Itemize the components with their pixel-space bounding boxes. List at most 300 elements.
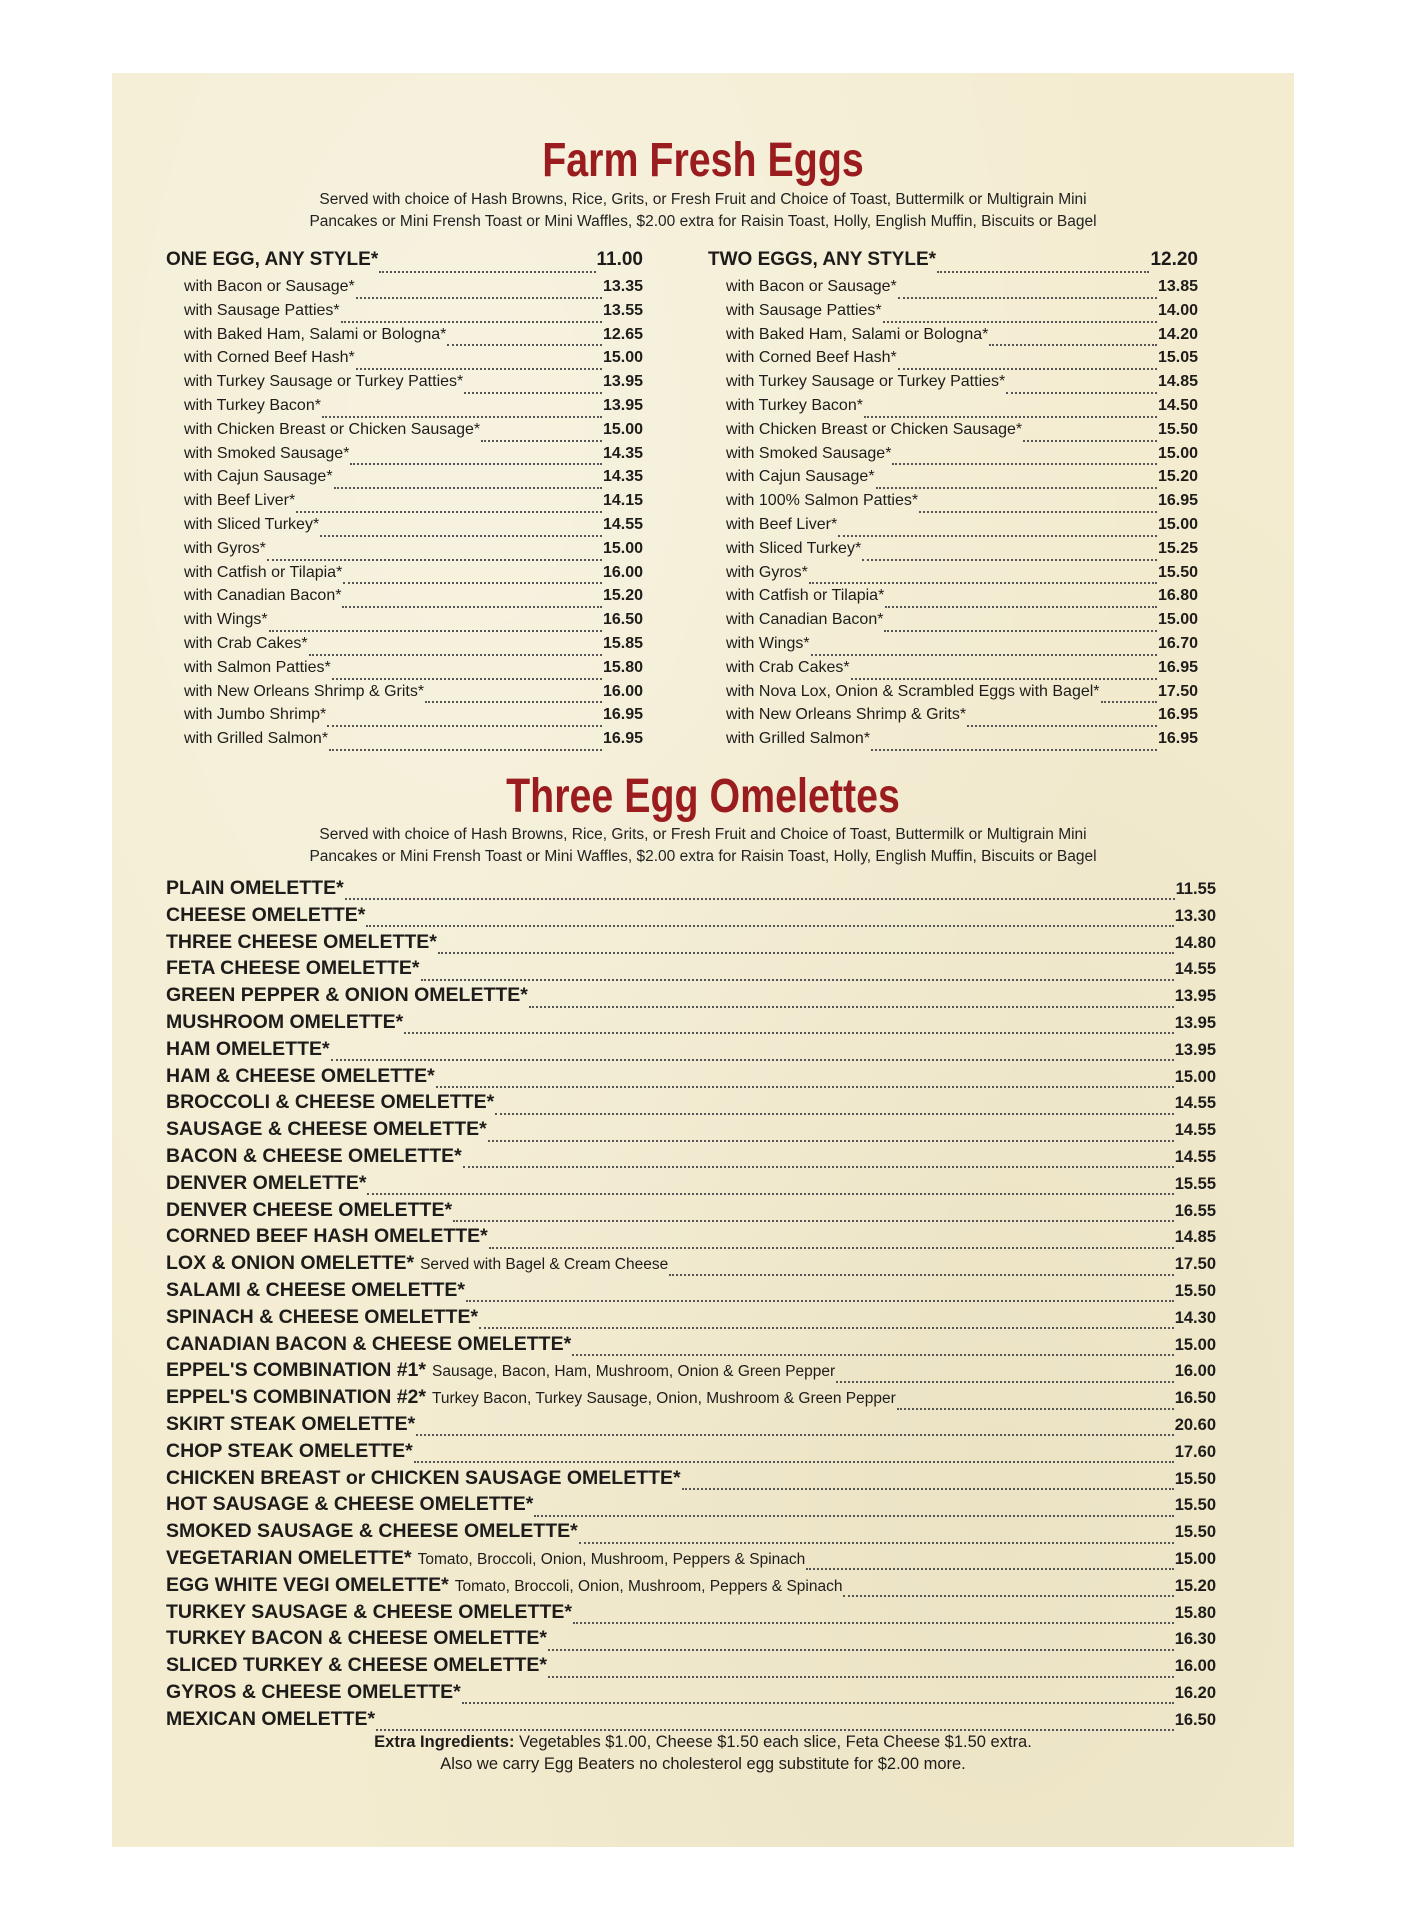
- menu-item-price: 15.00: [1157, 444, 1198, 462]
- omelette-row: [166, 1627, 1216, 1654]
- omelette-name: TURKEY BACON & CHEESE OMELETTE*: [166, 1627, 548, 1650]
- omelette-price: 17.60: [1174, 1442, 1216, 1461]
- menu-item-price: 15.50: [1157, 420, 1198, 438]
- omelette-row: [166, 1467, 1216, 1494]
- menu-item-price: 17.50: [1157, 682, 1198, 700]
- omelette-price: 17.50: [1174, 1255, 1216, 1274]
- menu-item-row: [166, 706, 643, 730]
- menu-item-name: with Cajun Sausage*: [184, 468, 333, 486]
- menu-item-price: 16.95: [1157, 706, 1198, 724]
- menu-item-row: [708, 326, 1198, 350]
- omelette-price: 15.50: [1174, 1281, 1216, 1300]
- menu-item-price: 14.35: [602, 468, 643, 486]
- dot-leader: [937, 257, 1149, 273]
- dot-leader: [404, 1018, 1173, 1034]
- dot-leader: [897, 1394, 1174, 1410]
- dot-leader: [529, 992, 1174, 1008]
- menu-item-price: 15.00: [602, 349, 643, 367]
- omelette-name: HAM OMELETTE*: [166, 1037, 330, 1060]
- dot-leader: [320, 521, 602, 537]
- menu-item-name: with Crab Cakes*: [726, 658, 850, 676]
- menu-item-name: with Grilled Salmon*: [184, 730, 329, 748]
- omelette-row: [166, 1413, 1216, 1440]
- menu-item-row: [708, 349, 1198, 373]
- omelette-row: [166, 904, 1216, 931]
- omelette-name: MUSHROOM OMELETTE*: [166, 1010, 404, 1033]
- omelette-row: [166, 931, 1216, 958]
- menu-item-price: 15.80: [602, 658, 643, 676]
- menu-item-row: [708, 564, 1198, 588]
- menu-item-price: 13.35: [602, 278, 643, 295]
- dot-leader: [481, 426, 602, 442]
- dot-leader: [892, 449, 1157, 465]
- omelette-price: 13.30: [1174, 906, 1216, 925]
- omelette-price: 14.30: [1174, 1308, 1216, 1327]
- omelette-row: [166, 1225, 1216, 1252]
- dot-leader: [334, 473, 602, 489]
- menu-page: [112, 73, 1294, 1847]
- dot-leader: [269, 616, 602, 632]
- eggs-section-subtitle: [202, 189, 1204, 233]
- dot-leader: [836, 1367, 1174, 1383]
- dot-leader: [425, 687, 602, 703]
- menu-item-row: [166, 659, 643, 683]
- menu-item-price: 15.20: [1157, 468, 1198, 486]
- eggs-section-title: Farm Fresh Eggs: [542, 134, 864, 187]
- omelettes-section-title: Three Egg Omelettes: [506, 770, 900, 823]
- dot-leader: [885, 592, 1157, 608]
- menu-item-row: [166, 587, 643, 611]
- dot-leader: [421, 965, 1174, 981]
- one-egg-heading-row: [166, 249, 643, 278]
- omelette-name: SALAMI & CHEESE OMELETTE*: [166, 1278, 466, 1301]
- menu-item-name: with Baked Ham, Salami or Bologna*: [184, 325, 447, 343]
- omelettes-subtitle-line-2: Pancakes or Mini Frensh Toast or Mini Waffles, $2.00 extra for Raisin Toast, Holly, English Muffin, Biscuits or Bagel: [309, 848, 1097, 865]
- eggs-subtitle-line-2: Pancakes or Mini Frensh Toast or Mini Waffles, $2.00 extra for Raisin Toast, Holly, English Muffin, Biscuits or Bagel: [309, 213, 1097, 230]
- dot-leader: [669, 1260, 1173, 1276]
- menu-item-name: with Chicken Breast or Chicken Sausage*: [184, 420, 481, 438]
- menu-item-name: with Sliced Turkey*: [184, 515, 320, 533]
- omelette-name: VEGETARIAN OMELETTE*: [166, 1546, 412, 1569]
- dot-leader: [466, 1286, 1174, 1302]
- dot-leader: [843, 1581, 1173, 1597]
- omelette-name: CHICKEN BREAST or CHICKEN SAUSAGE OMELETTE*: [166, 1466, 681, 1489]
- omelette-name: EPPEL'S COMBINATION #1*: [166, 1359, 426, 1382]
- omelette-note: Tomato, Broccoli, Onion, Mushroom, Peppers & Spinach: [417, 1550, 806, 1568]
- extras-line-2: Also we carry Egg Beaters no cholesterol egg substitute for $2.00 more.: [440, 1755, 966, 1773]
- dot-leader: [453, 1206, 1174, 1222]
- omelette-price: 14.55: [1174, 960, 1216, 979]
- dot-leader: [534, 1501, 1173, 1517]
- menu-item-row: [166, 730, 643, 754]
- omelette-row: [166, 1252, 1216, 1279]
- dot-leader: [838, 521, 1157, 537]
- omelettes-section-subtitle: [202, 824, 1204, 868]
- omelette-row: [166, 1654, 1216, 1681]
- menu-item-name: with Sausage Patties*: [726, 301, 882, 319]
- dot-leader: [379, 257, 595, 273]
- menu-item-name: with Cajun Sausage*: [726, 468, 875, 486]
- two-eggs-heading-row: [708, 249, 1198, 278]
- omelette-name: TURKEY SAUSAGE & CHEESE OMELETTE*: [166, 1600, 572, 1623]
- omelette-row: [166, 1440, 1216, 1467]
- omelette-row: [166, 957, 1216, 984]
- dot-leader: [876, 473, 1157, 489]
- menu-item-name: with Catfish or Tilapia*: [184, 563, 343, 581]
- menu-item-row: [708, 683, 1198, 707]
- menu-item-name: with New Orleans Shrimp & Grits*: [184, 682, 425, 700]
- dot-leader: [343, 568, 602, 584]
- dot-leader: [682, 1474, 1174, 1490]
- two-eggs-column: [708, 249, 1198, 754]
- menu-item-row: [708, 445, 1198, 469]
- dot-leader: [414, 1447, 1174, 1463]
- menu-item-row: [708, 635, 1198, 659]
- omelette-name: SMOKED SAUSAGE & CHEESE OMELETTE*: [166, 1520, 578, 1543]
- menu-item-row: [708, 611, 1198, 635]
- eggs-subtitle-line-1: Served with choice of Hash Browns, Rice, Grits, or Fresh Fruit and Choice of Toast, Buttermilk or Multigrain Mini: [319, 191, 1087, 208]
- two-eggs-heading: TWO EGGS, ANY STYLE*: [708, 249, 937, 270]
- menu-item-row: [166, 349, 643, 373]
- omelette-price: 15.55: [1174, 1174, 1216, 1193]
- menu-item-row: [166, 540, 643, 564]
- omelette-price: 16.00: [1174, 1657, 1216, 1676]
- menu-item-name: with Catfish or Tilapia*: [726, 587, 885, 605]
- menu-item-name: with Turkey Sausage or Turkey Patties*: [184, 373, 464, 391]
- dot-leader: [296, 497, 602, 513]
- menu-item-name: with Chicken Breast or Chicken Sausage*: [726, 420, 1023, 438]
- omelette-price: 14.55: [1174, 1121, 1216, 1140]
- menu-item-price: 15.00: [1157, 611, 1198, 629]
- menu-item-row: [166, 516, 643, 540]
- dot-leader: [345, 884, 1175, 900]
- dot-leader: [341, 307, 602, 323]
- omelette-price: 20.60: [1174, 1415, 1216, 1434]
- dot-leader: [548, 1662, 1174, 1678]
- dot-leader: [464, 378, 602, 394]
- dot-leader: [322, 402, 602, 418]
- extra-ingredients-note: [112, 1731, 1294, 1775]
- menu-item-name: with Wings*: [184, 611, 268, 629]
- omelette-row: [166, 1386, 1216, 1413]
- menu-item-name: with Canadian Bacon*: [184, 587, 342, 605]
- omelette-row: [166, 1359, 1216, 1386]
- menu-item-name: with Smoked Sausage*: [726, 444, 892, 462]
- dot-leader: [871, 735, 1157, 751]
- menu-item-row: [708, 302, 1198, 326]
- menu-item-price: 15.00: [602, 539, 643, 557]
- menu-item-row: [166, 302, 643, 326]
- omelette-name: LOX & ONION OMELETTE*: [166, 1252, 415, 1275]
- dot-leader: [356, 283, 602, 299]
- omelette-price: 15.50: [1174, 1496, 1216, 1515]
- omelette-price: 11.55: [1175, 880, 1216, 898]
- menu-item-price: 16.50: [602, 611, 643, 629]
- menu-item-price: 14.55: [602, 515, 643, 533]
- menu-item-name: with Turkey Bacon*: [726, 396, 863, 414]
- menu-item-price: 16.95: [1157, 730, 1198, 748]
- menu-item-row: [708, 706, 1198, 730]
- menu-item-row: [708, 278, 1198, 302]
- menu-item-price: 16.70: [1157, 634, 1198, 652]
- menu-item-price: 15.85: [602, 634, 643, 652]
- omelette-name: CANADIAN BACON & CHEESE OMELETTE*: [166, 1332, 572, 1355]
- menu-item-row: [708, 516, 1198, 540]
- dot-leader: [329, 735, 602, 751]
- omelette-price: 13.95: [1174, 1013, 1216, 1032]
- omelette-row: [166, 1681, 1216, 1708]
- dot-leader: [898, 354, 1157, 370]
- menu-item-row: [166, 635, 643, 659]
- menu-item-price: 15.50: [1157, 563, 1198, 581]
- omelette-note: Turkey Bacon, Turkey Sausage, Onion, Mushroom & Green Pepper: [431, 1390, 896, 1408]
- omelette-name: GYROS & CHEESE OMELETTE*: [166, 1680, 461, 1703]
- omelette-row: [166, 1493, 1216, 1520]
- omelette-name: SKIRT STEAK OMELETTE*: [166, 1412, 416, 1435]
- menu-item-row: [166, 468, 643, 492]
- one-egg-heading: ONE EGG, ANY STYLE*: [166, 249, 379, 270]
- menu-item-name: with Bacon or Sausage*: [184, 278, 355, 295]
- omelette-price: 14.55: [1174, 1147, 1216, 1166]
- menu-item-price: 13.55: [602, 301, 643, 319]
- omelette-row: [166, 1306, 1216, 1333]
- omelette-row: [166, 1279, 1216, 1306]
- omelette-price: 13.95: [1174, 987, 1216, 1006]
- menu-item-price: 15.20: [602, 587, 643, 605]
- menu-item-price: 16.80: [1157, 587, 1198, 605]
- omelette-price: 14.55: [1174, 1094, 1216, 1113]
- omelette-row: [166, 1601, 1216, 1628]
- omelette-price: 14.80: [1174, 933, 1216, 952]
- dot-leader: [309, 640, 602, 656]
- menu-item-name: with Beef Liver*: [726, 515, 838, 533]
- omelette-name: SLICED TURKEY & CHEESE OMELETTE*: [166, 1654, 548, 1677]
- menu-item-name: with Turkey Bacon*: [184, 396, 321, 414]
- menu-item-name: with Bacon or Sausage*: [726, 278, 897, 295]
- menu-item-price: 16.95: [1157, 492, 1198, 510]
- omelette-name: SAUSAGE & CHEESE OMELETTE*: [166, 1118, 487, 1141]
- dot-leader: [438, 938, 1174, 954]
- omelette-note: Tomato, Broccoli, Onion, Mushroom, Peppers & Spinach: [454, 1577, 843, 1595]
- omelette-name: BROCCOLI & CHEESE OMELETTE*: [166, 1091, 495, 1114]
- omelette-name: BACON & CHEESE OMELETTE*: [166, 1144, 462, 1167]
- menu-item-price: 13.85: [1157, 278, 1198, 295]
- menu-item-name: with Wings*: [726, 634, 810, 652]
- menu-item-price: 16.95: [602, 706, 643, 724]
- menu-item-row: [708, 659, 1198, 683]
- menu-item-price: 15.05: [1157, 349, 1198, 367]
- two-eggs-price: 12.20: [1150, 249, 1198, 270]
- menu-item-name: with Crab Cakes*: [184, 634, 308, 652]
- dot-leader: [572, 1340, 1174, 1356]
- menu-item-row: [166, 611, 643, 635]
- menu-item-name: with Jumbo Shrimp*: [184, 706, 327, 724]
- dot-leader: [489, 1233, 1174, 1249]
- omelette-note: Served with Bagel & Cream Cheese: [420, 1256, 669, 1274]
- menu-item-price: 12.65: [602, 325, 643, 343]
- omelette-row: [166, 1333, 1216, 1360]
- menu-item-price: 14.20: [1157, 325, 1198, 343]
- dot-leader: [462, 1688, 1174, 1704]
- menu-item-price: 14.15: [602, 492, 643, 510]
- extras-label: Extra Ingredients:: [374, 1733, 515, 1751]
- omelette-name: CORNED BEEF HASH OMELETTE*: [166, 1225, 488, 1248]
- menu-item-row: [708, 373, 1198, 397]
- omelette-row: [166, 1011, 1216, 1038]
- omelette-name: DENVER CHEESE OMELETTE*: [166, 1198, 453, 1221]
- omelette-price: 15.80: [1174, 1603, 1216, 1622]
- omelette-price: 15.00: [1174, 1549, 1216, 1568]
- menu-item-price: 16.00: [602, 682, 643, 700]
- dot-leader: [463, 1152, 1174, 1168]
- omelette-price: 16.50: [1174, 1710, 1216, 1729]
- omelette-name: CHEESE OMELETTE*: [166, 903, 366, 926]
- omelette-row: [166, 984, 1216, 1011]
- dot-leader: [898, 283, 1157, 299]
- one-egg-price: 11.00: [596, 249, 643, 270]
- omelette-row: [166, 1199, 1216, 1226]
- menu-item-price: 15.00: [1157, 515, 1198, 533]
- omelette-price: 15.20: [1174, 1576, 1216, 1595]
- omelette-price: 15.00: [1174, 1067, 1216, 1086]
- omelette-name: MEXICAN OMELETTE*: [166, 1707, 376, 1730]
- menu-item-price: 16.95: [1157, 658, 1198, 676]
- dot-leader: [884, 616, 1157, 632]
- menu-item-row: [708, 421, 1198, 445]
- omelette-price: 16.20: [1174, 1683, 1216, 1702]
- menu-item-name: with Corned Beef Hash*: [184, 349, 355, 367]
- dot-leader: [864, 402, 1157, 418]
- menu-item-row: [708, 397, 1198, 421]
- dot-leader: [989, 330, 1157, 346]
- menu-item-name: with 100% Salmon Patties*: [726, 492, 919, 510]
- menu-item-row: [166, 397, 643, 421]
- menu-item-name: with Gyros*: [184, 539, 266, 557]
- dot-leader: [331, 1045, 1174, 1061]
- menu-item-name: with Nova Lox, Onion & Scrambled Eggs with Bagel*: [726, 682, 1100, 700]
- omelette-name: THREE CHEESE OMELETTE*: [166, 930, 437, 953]
- menu-item-price: 14.85: [1157, 373, 1198, 391]
- dot-leader: [376, 1715, 1174, 1731]
- extras-line-1: [112, 1731, 1294, 1753]
- dot-leader: [967, 711, 1157, 727]
- omelette-row: [166, 1145, 1216, 1172]
- menu-item-row: [708, 468, 1198, 492]
- menu-item-name: with Sausage Patties*: [184, 301, 340, 319]
- omelette-list: [166, 877, 1216, 1735]
- dot-leader: [436, 1072, 1174, 1088]
- dot-leader: [332, 664, 602, 680]
- omelette-row: [166, 1574, 1216, 1601]
- menu-item-price: 16.95: [602, 730, 643, 748]
- omelette-name: PLAIN OMELETTE*: [166, 877, 344, 899]
- menu-item-row: [166, 564, 643, 588]
- omelette-name: HAM & CHEESE OMELETTE*: [166, 1064, 435, 1087]
- menu-item-name: with Baked Ham, Salami or Bologna*: [726, 325, 989, 343]
- dot-leader: [573, 1608, 1174, 1624]
- menu-item-row: [166, 373, 643, 397]
- menu-item-price: 13.95: [602, 396, 643, 414]
- dot-leader: [495, 1099, 1173, 1115]
- menu-item-name: with Grilled Salmon*: [726, 730, 871, 748]
- omelette-name: CHOP STEAK OMELETTE*: [166, 1439, 413, 1462]
- menu-item-name: with Salmon Patties*: [184, 658, 331, 676]
- menu-item-name: with Smoked Sausage*: [184, 444, 350, 462]
- menu-item-row: [166, 278, 643, 302]
- dot-leader: [1101, 687, 1157, 703]
- omelette-price: 15.50: [1174, 1523, 1216, 1542]
- omelette-row: [166, 877, 1216, 904]
- omelette-price: 16.55: [1174, 1201, 1216, 1220]
- dot-leader: [416, 1420, 1174, 1436]
- omelette-row: [166, 1520, 1216, 1547]
- menu-item-row: [166, 492, 643, 516]
- extras-text: Vegetables $1.00, Cheese $1.50 each slice, Feta Cheese $1.50 extra.: [514, 1733, 1032, 1751]
- dot-leader: [367, 1179, 1173, 1195]
- dot-leader: [350, 449, 602, 465]
- dot-leader: [479, 1313, 1174, 1329]
- omelette-price: 16.30: [1174, 1630, 1216, 1649]
- menu-item-row: [708, 730, 1198, 754]
- menu-item-name: with New Orleans Shrimp & Grits*: [726, 706, 967, 724]
- omelette-price: 14.85: [1174, 1228, 1216, 1247]
- dot-leader: [1006, 378, 1157, 394]
- dot-leader: [811, 640, 1157, 656]
- menu-item-price: 14.00: [1157, 301, 1198, 319]
- omelette-price: 13.95: [1174, 1040, 1216, 1059]
- dot-leader: [806, 1554, 1173, 1570]
- omelette-name: DENVER OMELETTE*: [166, 1171, 367, 1194]
- dot-leader: [356, 354, 602, 370]
- menu-item-name: with Canadian Bacon*: [726, 611, 884, 629]
- menu-item-name: with Gyros*: [726, 563, 808, 581]
- dot-leader: [267, 545, 602, 561]
- menu-item-name: with Corned Beef Hash*: [726, 349, 897, 367]
- menu-item-name: with Turkey Sausage or Turkey Patties*: [726, 373, 1006, 391]
- omelette-row: [166, 1172, 1216, 1199]
- menu-item-row: [166, 445, 643, 469]
- omelette-name: GREEN PEPPER & ONION OMELETTE*: [166, 984, 528, 1007]
- menu-item-price: 14.50: [1157, 396, 1198, 414]
- menu-item-name: with Beef Liver*: [184, 492, 296, 510]
- menu-item-price: 16.00: [602, 563, 643, 581]
- omelette-name: EPPEL'S COMBINATION #2*: [166, 1386, 426, 1409]
- dot-leader: [366, 911, 1173, 927]
- dot-leader: [579, 1528, 1174, 1544]
- omelette-name: SPINACH & CHEESE OMELETTE*: [166, 1305, 479, 1328]
- omelette-name: EGG WHITE VEGI OMELETTE*: [166, 1573, 449, 1596]
- omelettes-subtitle-line-1: Served with choice of Hash Browns, Rice, Grits, or Fresh Fruit and Choice of Toast, Buttermilk or Multigrain Mini: [319, 826, 1087, 843]
- omelette-row: [166, 1091, 1216, 1118]
- dot-leader: [1023, 426, 1157, 442]
- menu-item-row: [708, 492, 1198, 516]
- one-egg-column: [166, 249, 643, 754]
- dot-leader: [548, 1635, 1174, 1651]
- menu-item-price: 15.25: [1157, 539, 1198, 557]
- menu-item-name: with Sliced Turkey*: [726, 539, 862, 557]
- dot-leader: [862, 545, 1157, 561]
- omelette-row: [166, 1038, 1216, 1065]
- menu-item-row: [166, 683, 643, 707]
- menu-item-row: [166, 421, 643, 445]
- menu-item-row: [708, 587, 1198, 611]
- omelette-price: 16.00: [1174, 1362, 1216, 1381]
- omelette-price: 16.50: [1174, 1389, 1216, 1408]
- dot-leader: [327, 711, 602, 727]
- omelette-name: FETA CHEESE OMELETTE*: [166, 957, 420, 980]
- omelette-price: 15.50: [1174, 1469, 1216, 1488]
- dot-leader: [883, 307, 1157, 323]
